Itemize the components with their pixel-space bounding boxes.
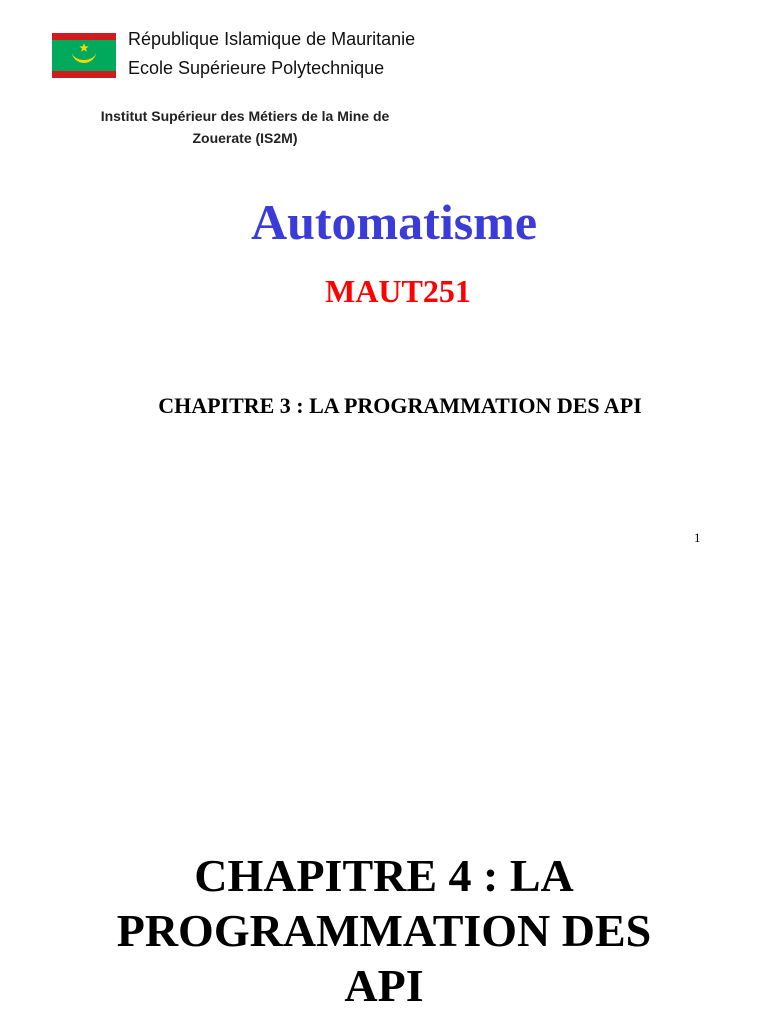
chapter-heading: CHAPITRE 3 : LA PROGRAMMATION DES API	[158, 393, 642, 418]
course-title: Automatisme	[250, 194, 538, 250]
mauritania-flag-icon	[52, 33, 116, 78]
chapter-title-line-1: CHAPITRE 4 : LA	[194, 850, 574, 901]
institute-line-1: Institut Supérieur des Métiers de la Mine de	[100, 108, 390, 124]
page-number: 1	[694, 530, 701, 545]
institute-name	[60, 105, 430, 149]
chapter-title-line-3: API	[344, 960, 424, 1011]
institute-line-2: Zouerate (IS2M)	[192, 130, 298, 146]
header-line-1: République Islamique de Mauritanie	[128, 29, 416, 49]
chapter-title	[80, 848, 688, 1013]
header-line-2: Ecole Supérieure Polytechnique	[128, 58, 385, 78]
course-code: MAUT251	[325, 273, 471, 309]
chapter-title-line-2: PROGRAMMATION DES	[116, 905, 652, 956]
